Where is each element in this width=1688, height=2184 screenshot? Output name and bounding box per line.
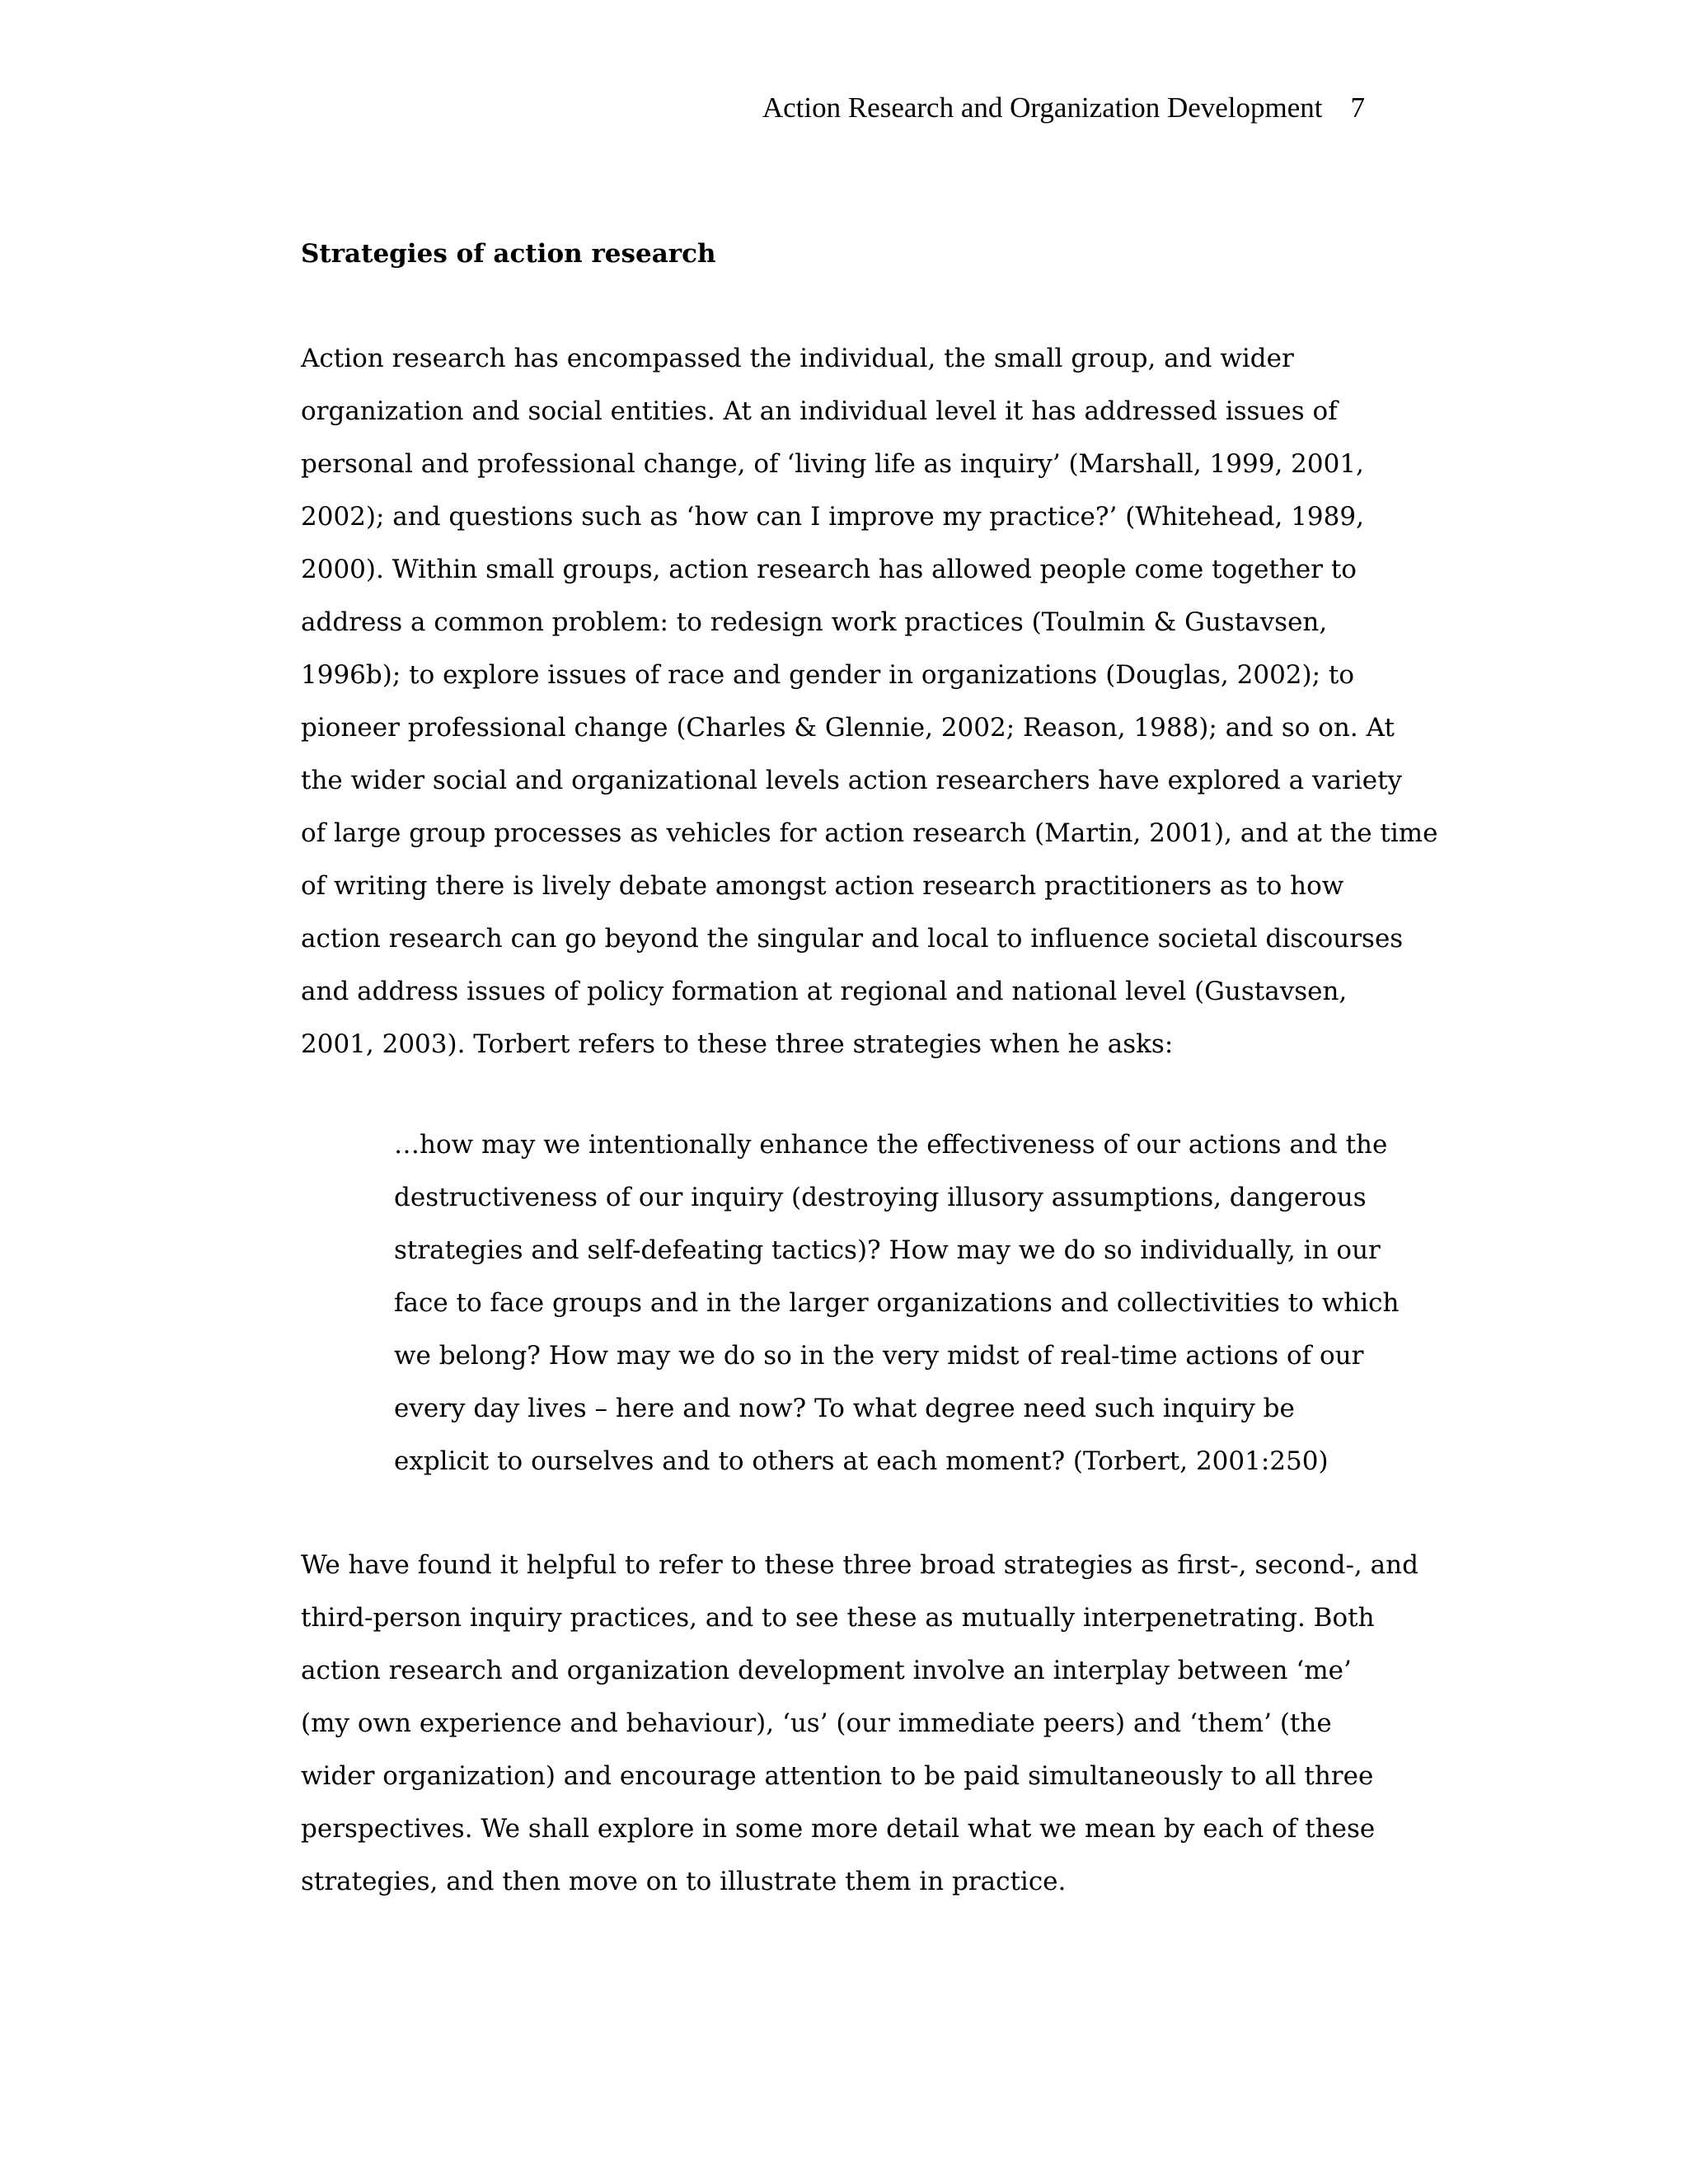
block-quote xyxy=(394,1118,1399,1488)
quote-line: …how may we intentionally enhance the effectiveness of our actions and the xyxy=(394,1130,1388,1160)
paragraph-line: third-person inquiry practices, and to see these as mutually interpenetrating. Both xyxy=(301,1603,1375,1633)
paragraph-line: action research and organization development involve an interplay between ‘me’ xyxy=(301,1656,1352,1685)
paragraph-line: address a common problem: to redesign work practices (Toulmin & Gustavsen, xyxy=(301,607,1328,637)
paragraph-line: 2000). Within small groups, action research has allowed people come together to xyxy=(301,555,1357,584)
paragraph-line: of large group processes as vehicles for action research (Martin, 2001), and at the time xyxy=(301,818,1438,848)
paragraph-line: 2001, 2003). Torbert refers to these three strategies when he asks: xyxy=(301,1029,1174,1059)
running-head xyxy=(762,91,1365,124)
paragraph-line: strategies, and then move on to illustrate them in practice. xyxy=(301,1867,1067,1896)
paragraph-line: Action research has encompassed the individual, the small group, and wider xyxy=(301,344,1294,373)
paragraph-line: of writing there is lively debate amongst action research practitioners as to how xyxy=(301,871,1344,901)
paragraph-line: personal and professional change, of ‘living life as inquiry’ (Marshall, 1999, 2001, xyxy=(301,449,1364,479)
paragraph-line: action research can go beyond the singular and local to influence societal discourses xyxy=(301,924,1404,954)
quote-line: face to face groups and in the larger organizations and collectivities to which xyxy=(394,1288,1400,1318)
paragraph-2 xyxy=(301,1539,1418,1908)
paragraph-line: pioneer professional change (Charles & Glennie, 2002; Reason, 1988); and so on. At xyxy=(301,713,1395,743)
paragraph-line: perspectives. We shall explore in some more detail what we mean by each of these xyxy=(301,1814,1376,1844)
quote-line: explicit to ourselves and to others at each moment? (Torbert, 2001:250) xyxy=(394,1446,1329,1476)
paragraph-line: wider organization) and encourage attention to be paid simultaneously to all three xyxy=(301,1761,1374,1791)
section-heading: Strategies of action research xyxy=(301,239,716,269)
quote-line: strategies and self-defeating tactics)? How may we do so individually, in our xyxy=(394,1235,1381,1265)
paragraph-1 xyxy=(301,332,1438,1071)
page-number: 7 xyxy=(1350,91,1365,124)
paragraph-line: organization and social entities. At an individual level it has addressed issues of xyxy=(301,396,1338,426)
quote-line: we belong? How may we do so in the very midst of real-time actions of our xyxy=(394,1341,1364,1371)
paragraph-line: and address issues of policy formation at regional and national level (Gustavsen, xyxy=(301,977,1348,1006)
running-head-title: Action Research and Organization Development xyxy=(762,91,1323,124)
paragraph-line: We have found it helpful to refer to these three broad strategies as first-, second-, and xyxy=(301,1550,1418,1580)
quote-line: every day lives – here and now? To what degree need such inquiry be xyxy=(394,1394,1295,1423)
paragraph-line: 2002); and questions such as ‘how can I improve my practice?’ (Whitehead, 1989, xyxy=(301,502,1364,532)
quote-line: destructiveness of our inquiry (destroying illusory assumptions, dangerous xyxy=(394,1183,1367,1212)
paragraph-line: the wider social and organizational levels action researchers have explored a variety xyxy=(301,766,1403,795)
paragraph-line: 1996b); to explore issues of race and gender in organizations (Douglas, 2002); to xyxy=(301,660,1355,690)
paragraph-line: (my own experience and behaviour), ‘us’ (our immediate peers) and ‘them’ (the xyxy=(301,1708,1332,1738)
